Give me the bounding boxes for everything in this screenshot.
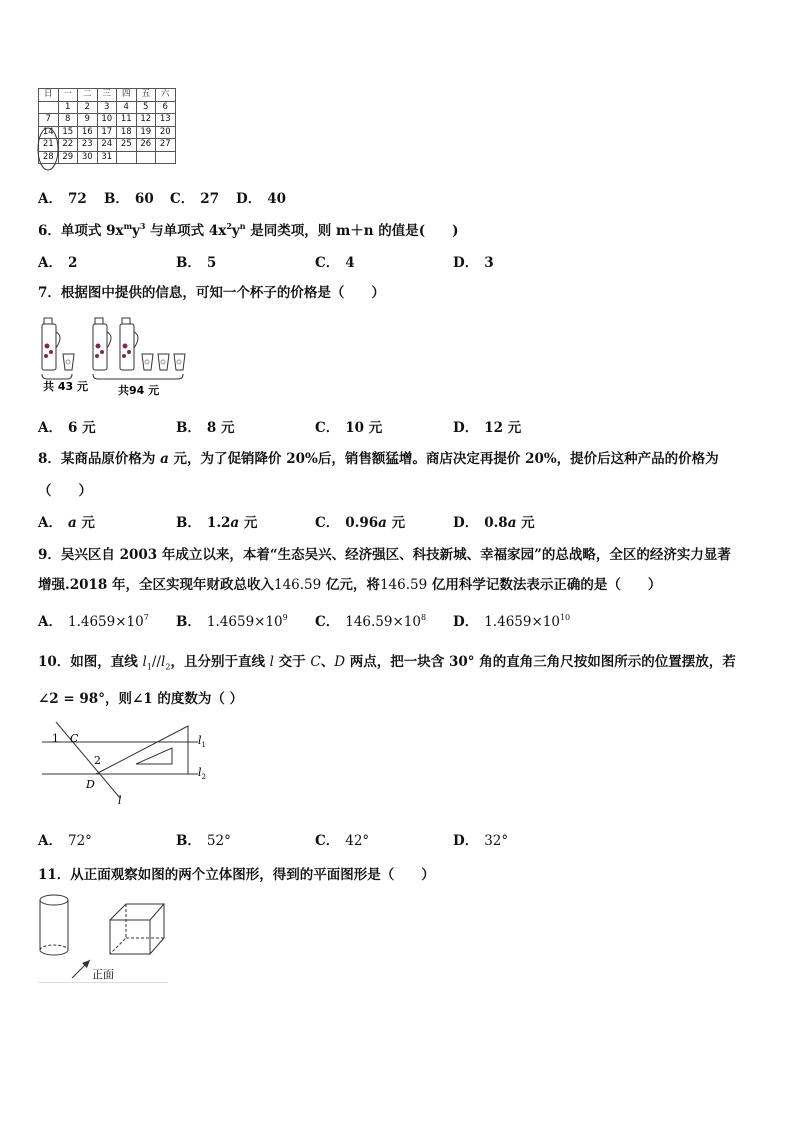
q11-figure — [38, 892, 170, 984]
q8-option-c[interactable] — [315, 511, 405, 531]
question-text: 交于 — [273, 654, 311, 670]
option-text: 60 — [134, 191, 154, 207]
option-label: B． — [176, 255, 201, 271]
variable: l — [269, 654, 274, 670]
cup-icon — [63, 354, 74, 370]
variable: D — [334, 654, 346, 670]
calendar-cell — [117, 151, 137, 164]
question-text: 、 — [320, 654, 335, 670]
option-base: 1.4659×10 — [206, 614, 283, 630]
question-text: 元，为了促销降价 20%后，销售额猛增。商店决定再提价 20%，提价后这种产品的价格为 — [168, 451, 719, 467]
calendar-cell: 27 — [156, 139, 176, 152]
q10-figure — [38, 718, 218, 808]
option-text: 32° — [484, 833, 509, 849]
q10-fig-label-l1: $l_1$ — [198, 734, 206, 749]
option-label: B． — [176, 614, 201, 630]
calendar-cell — [136, 151, 156, 164]
option-text: 3 — [484, 255, 494, 271]
cup-icon — [174, 354, 185, 370]
q8-option-a[interactable] — [38, 511, 95, 531]
q9-option-c[interactable] — [315, 610, 426, 630]
q11-fig-label: 正面 — [92, 968, 114, 981]
option-text: 5 — [206, 255, 217, 271]
value: 146.59 — [273, 577, 322, 593]
option-base: 1.4659×10 — [484, 614, 560, 630]
option-unit: 元 — [516, 515, 535, 531]
q7-option-a[interactable] — [38, 416, 96, 436]
exponent: 3 — [139, 221, 146, 231]
exponent: m — [123, 221, 133, 231]
option-unit: 元 — [239, 515, 258, 531]
option-text: 72 — [67, 191, 87, 207]
q5-option-d[interactable] — [236, 187, 286, 207]
parallel-symbol: // — [151, 654, 162, 670]
q10-fig-label-1: 1 — [52, 732, 59, 745]
arrow-icon — [72, 960, 90, 978]
calendar-cell: 8 — [58, 114, 78, 127]
option-text: 10 元 — [345, 420, 383, 436]
question-text: 亿元，将 — [321, 577, 380, 593]
calendar-cell: 31 — [97, 151, 117, 164]
option-label: D． — [453, 515, 479, 531]
calendar-cell — [39, 101, 59, 114]
option-text: 12 元 — [484, 420, 522, 436]
calendar-header: 三 — [97, 89, 117, 102]
calendar-header: 日 — [39, 89, 59, 102]
calendar-header: 四 — [117, 89, 137, 102]
cube-icon — [110, 904, 164, 954]
question-text: 单项式 9x — [60, 223, 124, 239]
calendar-cell: 7 — [39, 114, 59, 127]
q9-question-line-1 — [38, 543, 731, 563]
variable: l — [142, 654, 147, 670]
option-label: C． — [315, 255, 340, 271]
option-label: D． — [453, 614, 479, 630]
option-label: D． — [236, 191, 262, 207]
calendar-row — [39, 101, 176, 114]
question-text: 两点，把一块含 30° 角的直角三角尺按如图所示的位置摆放，若 — [345, 654, 736, 670]
q9-option-b[interactable] — [176, 610, 288, 630]
calendar-cell: 14 — [39, 126, 59, 139]
question-number: 11． — [38, 867, 71, 883]
calendar-header: 六 — [156, 89, 176, 102]
option-variable: a — [230, 515, 240, 531]
q8-option-b[interactable] — [176, 511, 257, 531]
q10-fig-label-2: 2 — [94, 754, 101, 767]
option-number: 1.2 — [206, 515, 231, 531]
q10-option-b[interactable] — [176, 829, 231, 849]
option-text: 6 元 — [67, 420, 96, 436]
option-unit: 元 — [76, 515, 95, 531]
option-label: B． — [176, 515, 201, 531]
option-variable: a — [67, 515, 77, 531]
q9-option-a[interactable] — [38, 610, 149, 630]
calendar-cell: 23 — [78, 139, 98, 152]
question-text: 吴兴区自 2003 年成立以来，本着“生态吴兴、经济强区、科技新城、幸福家园”的总战略，全区的经济实力显著 — [60, 547, 731, 563]
calendar-cell: 26 — [136, 139, 156, 152]
q9-question-line-2 — [38, 573, 661, 593]
option-number: 0.96 — [345, 515, 379, 531]
option-text: 4 — [345, 255, 355, 271]
q7-option-d[interactable] — [453, 416, 521, 436]
option-label: A． — [38, 255, 62, 271]
calendar-cell: 4 — [117, 101, 137, 114]
option-label: B． — [176, 833, 201, 849]
option-label: C． — [170, 191, 195, 207]
option-text: 72° — [67, 833, 92, 849]
exponent: 7 — [143, 613, 149, 622]
option-base: 1.4659×10 — [67, 614, 144, 630]
question-number: 7． — [38, 285, 61, 301]
q6-question — [38, 219, 459, 239]
calendar-cell: 6 — [156, 101, 176, 114]
q10-option-a[interactable] — [38, 829, 92, 849]
q10-question-line-1 — [38, 650, 736, 670]
q10-option-c[interactable] — [315, 829, 369, 849]
subscript: 2 — [165, 662, 171, 672]
calendar-cell: 1 — [58, 101, 78, 114]
calendar-header: 五 — [136, 89, 156, 102]
option-label: B． — [104, 191, 129, 207]
option-label: C． — [315, 420, 340, 436]
cylinder-icon — [40, 895, 68, 955]
q7-option-b[interactable] — [176, 416, 235, 436]
option-variable: a — [378, 515, 387, 531]
q6-option-b[interactable] — [176, 251, 216, 271]
calendar-cell: 20 — [156, 126, 176, 139]
q5-option-b[interactable] — [104, 187, 154, 207]
option-base: 146.59×10 — [345, 614, 421, 630]
q5-option-a[interactable] — [38, 187, 87, 207]
option-variable: a — [507, 515, 517, 531]
question-number: 8． — [38, 451, 61, 467]
calendar-cell: 10 — [97, 114, 117, 127]
calendar-cell: 18 — [117, 126, 137, 139]
q10-option-d[interactable] — [453, 829, 508, 849]
calendar-cell: 21 — [39, 139, 59, 152]
q11-question — [38, 863, 435, 883]
question-text: 增强.2018 年，全区实现年财政总收入 — [38, 577, 274, 593]
calendar-cell: 15 — [58, 126, 78, 139]
calendar-cell: 24 — [97, 139, 117, 152]
option-label: C． — [315, 515, 340, 531]
calendar-cell: 11 — [117, 114, 137, 127]
q10-fig-label-l2: $l_2$ — [198, 766, 206, 781]
q7-fig-label-1: 共 43 元 — [43, 380, 88, 393]
option-label: A． — [38, 833, 62, 849]
option-label: A． — [38, 420, 62, 436]
option-text: 27 — [200, 191, 220, 207]
exponent: 8 — [420, 613, 427, 622]
calendar-header-row — [39, 89, 176, 102]
option-number: 0.8 — [484, 515, 508, 531]
calendar-cell: 19 — [136, 126, 156, 139]
q10-fig-label-c: C — [70, 732, 79, 745]
variable: l — [161, 654, 166, 670]
exponent: 9 — [282, 613, 288, 622]
calendar-header: 二 — [78, 89, 98, 102]
question-text: 亿用科学记数法表示正确的是（ ） — [427, 577, 662, 593]
option-text: 2 — [67, 255, 78, 271]
thermos-icon — [93, 318, 111, 370]
q5-option-c[interactable] — [170, 187, 219, 207]
calendar-cell: 5 — [136, 101, 156, 114]
option-text: 8 元 — [206, 420, 235, 436]
option-label: A． — [38, 515, 62, 531]
question-text: 根据图中提供的信息，可知一个杯子的价格是（ ） — [60, 285, 385, 301]
calendar-cell: 13 — [156, 114, 176, 127]
calendar-cell: 30 — [78, 151, 98, 164]
option-label: C． — [315, 614, 340, 630]
option-unit: 元 — [386, 515, 406, 531]
q8-question — [38, 447, 719, 467]
q6-option-c[interactable] — [315, 251, 355, 271]
exponent: 2 — [226, 221, 232, 231]
variable: a — [160, 451, 169, 467]
q6-option-d[interactable] — [453, 251, 494, 271]
q10-question-line-2: ∠2 = 98°，则∠1 的度数为（ ） — [38, 691, 244, 707]
value: 146.59 — [379, 577, 428, 593]
calendar-cell: 28 — [39, 151, 59, 164]
question-text: y — [132, 223, 140, 239]
calendar-cell — [156, 151, 176, 164]
cup-icon — [158, 354, 169, 370]
exponent: 10 — [559, 613, 571, 622]
q10-fig-label-d: D — [86, 778, 95, 791]
q8-blank: （ ） — [38, 483, 92, 499]
calendar-header: 一 — [58, 89, 78, 102]
calendar-cell: 3 — [97, 101, 117, 114]
question-text: 从正面观察如图的两个立体图形，得到的平面图形是（ ） — [70, 867, 435, 883]
option-label: D． — [453, 420, 479, 436]
q7-figure — [38, 312, 198, 402]
exponent: n — [239, 221, 246, 231]
calendar-row — [39, 114, 176, 127]
q9-option-d[interactable] — [453, 610, 570, 630]
calendar-cell: 16 — [78, 126, 98, 139]
option-label: C． — [315, 833, 340, 849]
question-number: 6． — [38, 223, 61, 239]
question-text: 是同类项，则 m＋n 的值是( ) — [245, 223, 459, 239]
question-text: ，且分别于直线 — [170, 654, 270, 670]
calendar-cell: 25 — [117, 139, 137, 152]
question-number: 9． — [38, 547, 61, 563]
calendar-cell: 22 — [58, 139, 78, 152]
calendar-cell: 29 — [58, 151, 78, 164]
q6-option-a[interactable] — [38, 251, 77, 271]
cup-icon — [142, 354, 153, 370]
option-text: 52° — [206, 833, 231, 849]
calendar-cell: 17 — [97, 126, 117, 139]
option-text: 42° — [345, 833, 370, 849]
q7-question — [38, 281, 385, 301]
q10-fig-label-l: l — [118, 794, 122, 807]
question-text: 如图，直线 — [70, 654, 143, 670]
subscript: 1 — [146, 662, 152, 672]
option-label: B． — [176, 420, 201, 436]
question-number: 10． — [38, 654, 71, 670]
thermos-icon — [120, 318, 138, 370]
option-label: A． — [38, 191, 62, 207]
thermos-icon — [42, 318, 60, 370]
option-label: D． — [453, 833, 479, 849]
option-label: D． — [453, 255, 479, 271]
option-text: 40 — [267, 191, 287, 207]
calendar-cell: 9 — [78, 114, 98, 127]
variable: C — [310, 654, 321, 670]
question-text: y — [231, 223, 240, 239]
q7-option-c[interactable] — [315, 416, 382, 436]
question-text: 某商品原价格为 — [60, 451, 161, 467]
calendar-cell: 12 — [136, 114, 156, 127]
calendar-cell: 2 — [78, 101, 98, 114]
calendar-oval-mark — [36, 126, 60, 172]
question-text: 与单项式 4x — [145, 223, 227, 239]
q7-fig-label-2: 共94 元 — [118, 384, 160, 397]
q8-option-d[interactable] — [453, 511, 535, 531]
option-label: A． — [38, 614, 62, 630]
